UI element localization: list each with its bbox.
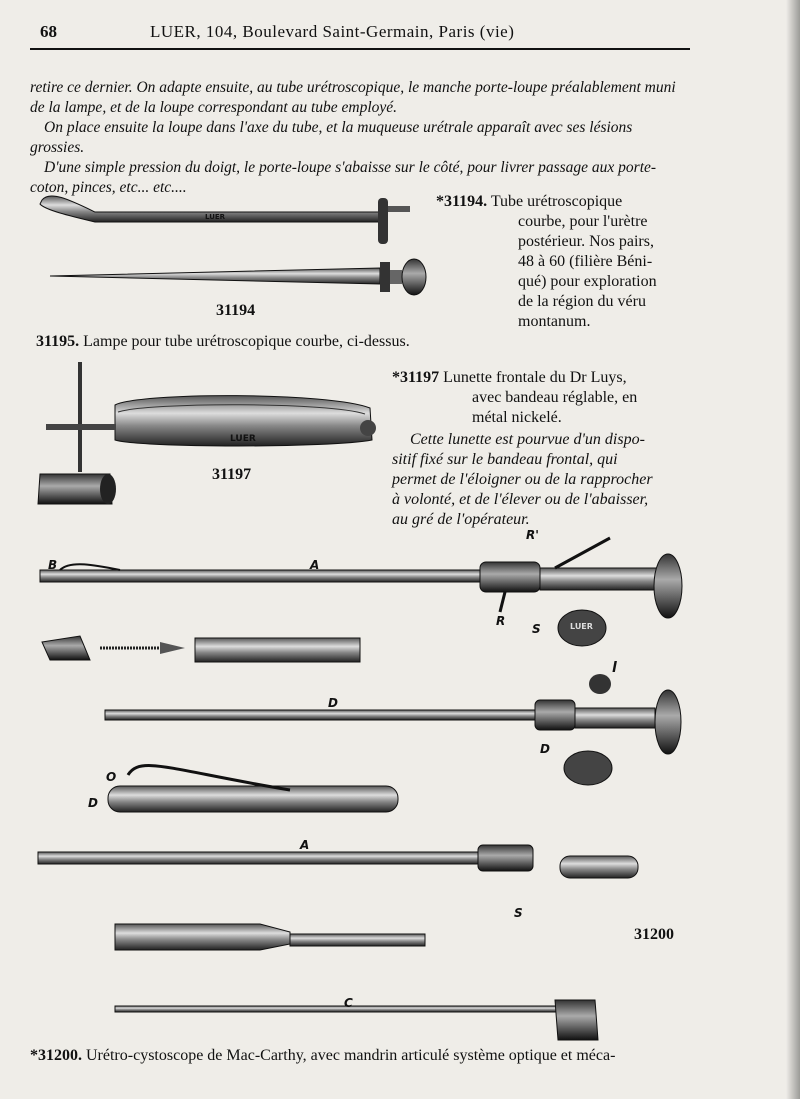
item-31195-description <box>36 332 486 352</box>
item-31197-line-2: avec bandeau réglable, en <box>472 389 638 406</box>
figure-label-31194: 31194 <box>216 302 256 319</box>
letter-a-lower: A <box>300 838 310 852</box>
letter-r: R <box>496 614 506 628</box>
item-31200-text: Urétro-cystoscope de Mac-Carthy, avec mandrin articulé système optique et méca- <box>86 1047 616 1064</box>
item-31194-line-5: qué) pour exploration <box>518 273 657 290</box>
figure-label-31197: 31197 <box>212 466 252 483</box>
letter-o: O <box>106 770 117 784</box>
intro-paragraph-2: On place ensuite la loupe dans l'axe du tube, et la muqueuse urétrale apparaît avec ses lésions grossies. <box>30 119 633 156</box>
articulated-rod-illustration <box>115 1000 598 1040</box>
figure-label-31200: 31200 <box>634 926 674 943</box>
letter-a-top: A <box>310 558 320 572</box>
sheath-illustration <box>108 766 398 812</box>
mandrel-illustration <box>115 924 425 950</box>
letter-d-dial: D <box>540 742 550 756</box>
item-31197-code: *31197 <box>392 369 440 386</box>
third-cystoscope-illustration <box>38 845 638 878</box>
item-31194-line-1: Tube urétroscopique <box>490 193 623 210</box>
letter-d-sheath: D <box>88 796 98 810</box>
item-31195-text: Lampe pour tube urétroscopique courbe, ci-dessus. <box>83 333 410 350</box>
item-31195-code: 31195. <box>36 333 80 350</box>
intro-paragraph-1: retire ce dernier. On adapte ensuite, au tube urétroscopique, le manche porte-loupe préalablement muni de la lampe, et de la loupe correspondant au tube employé. <box>30 79 676 116</box>
item-31197-description <box>392 368 692 530</box>
letter-c: C <box>344 996 353 1010</box>
item-31200-code: *31200. <box>30 1047 82 1064</box>
item-31194-line-2: courbe, pour l'urètre <box>518 213 648 230</box>
running-title: LUER, 104, Boulevard Saint-Germain, Paris (vie) <box>150 22 515 41</box>
letter-r-prime: R' <box>526 528 539 542</box>
item-31197-desc-3: permet de l'éloigner ou de la rapprocher <box>392 471 653 488</box>
letter-s-lower: S <box>514 906 523 920</box>
item-31200-description <box>30 1046 710 1066</box>
letter-l: l <box>612 660 617 676</box>
letter-s-top: S <box>532 622 541 636</box>
page-number: 68 <box>40 22 57 41</box>
cystoscope-dial-engraving: LUER <box>570 622 593 631</box>
item-31194-description <box>436 192 706 332</box>
frontal-lamp-illustration <box>38 362 376 504</box>
letter-d-middle: D <box>328 696 338 710</box>
cystoscope-parts-illustration <box>42 636 611 694</box>
tube-engraving: LUER <box>205 213 226 221</box>
item-31197-desc-5: au gré de l'opérateur. <box>392 511 530 528</box>
lamp-band-engraving: LUER <box>230 434 256 444</box>
letter-b: B <box>48 558 58 572</box>
item-31194-code: *31194. <box>436 193 488 210</box>
item-31197-desc-2: sitif fixé sur le bandeau frontal, qui <box>392 451 618 468</box>
page-edge-shadow <box>786 0 800 1099</box>
item-31194-line-4: 48 à 60 (filière Béni- <box>518 253 653 270</box>
item-31194-line-3: postérieur. Nos pairs, <box>518 233 654 250</box>
intro-paragraph-3: D'une simple pression du doigt, le porte-loupe s'abaisse sur le côté, pour livrer passage aux porte-coton, pinces, etc... etc.... <box>30 159 657 196</box>
item-31197-line-3: métal nickelé. <box>472 409 562 426</box>
item-31197-line-1: Lunette frontale du Dr Luys, <box>443 369 627 386</box>
obturator-illustration <box>50 259 426 295</box>
item-31197-desc-4: à volonté, et de l'élever ou de l'abaisser, <box>392 491 649 508</box>
item-31197-desc-1: Cette lunette est pourvue d'un dispo- <box>410 431 645 448</box>
item-31194-line-6: de la région du véru <box>518 293 646 310</box>
item-31194-line-7: montanum. <box>518 313 591 330</box>
